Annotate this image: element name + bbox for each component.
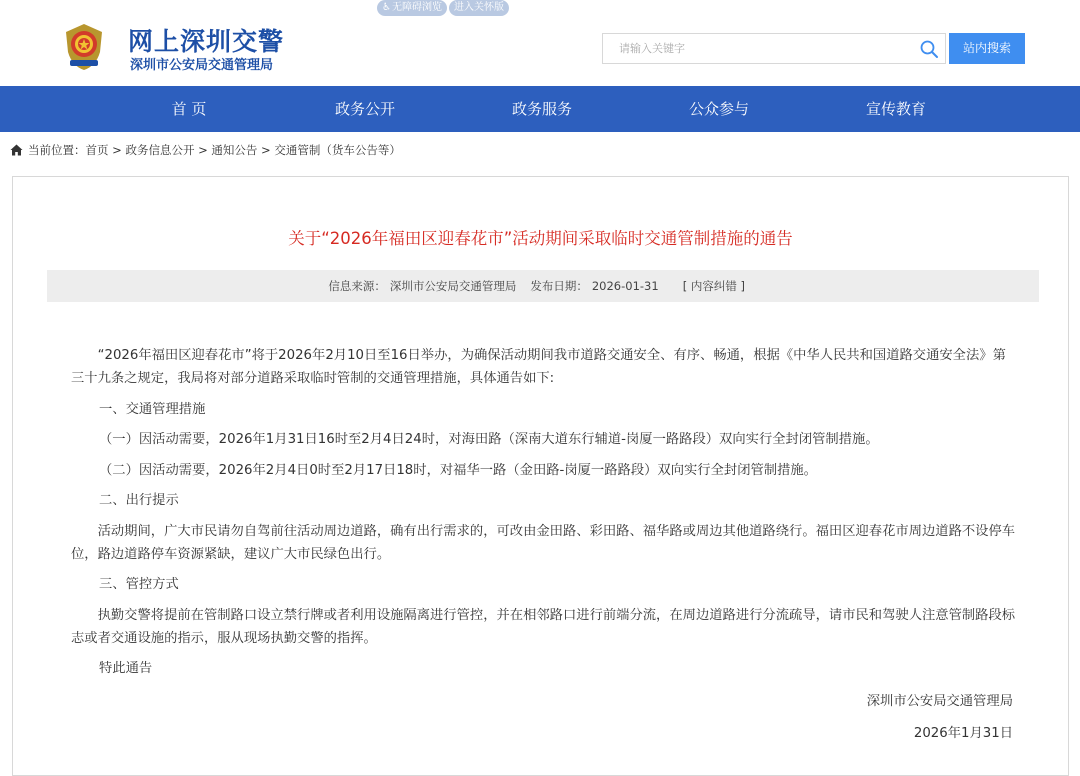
elderly-mode-button[interactable]: 进入关怀版 xyxy=(449,0,509,16)
search-icon[interactable] xyxy=(919,39,939,59)
signature-issuer: 深圳市公安局交通管理局 xyxy=(866,694,1013,709)
home-icon xyxy=(10,144,23,156)
breadcrumb-link-notices[interactable]: 通知公告 xyxy=(211,143,258,157)
paragraph-intro: “2026年福田区迎春花市”将于2026年2月10日至16日举办，为确保活动期间我市道路交通安全、有序、畅通，根据《中华人民共和国道路交通安全法》第三十九条之规定，我局将对部分道路采取临时管制的交通管理措施，具体通告如下: xyxy=(71,348,1006,386)
meta-source: 深圳市公安局交通管理局 xyxy=(389,279,517,293)
nav-item-government-affairs[interactable]: 政务公开 xyxy=(334,100,396,118)
article-meta xyxy=(328,270,749,302)
breadcrumb-prefix: 当前位置： xyxy=(28,143,86,157)
breadcrumb-separator: > xyxy=(257,143,275,157)
meta-date-label: 发布日期： xyxy=(530,279,588,293)
site-header xyxy=(0,0,1080,86)
paragraph-measure-2: （二）因活动需要，2026年2月4日0时至2月17日18时，对福华一路（金田路-岗厦一路路段）双向实行全封闭管制措施。 xyxy=(99,463,817,478)
paragraph-measure-1: （一）因活动需要，2026年1月31日16时至2月4日24时，对海田路（深南大道东行辅道-岗厦一路路段）双向实行全封闭管制措施。 xyxy=(99,432,879,447)
content-correction-link[interactable]: [ 内容纠错 ] xyxy=(682,279,745,293)
article-container xyxy=(12,176,1069,776)
nav-item-public-participation[interactable]: 公众参与 xyxy=(688,100,750,118)
meta-source-label: 信息来源： xyxy=(328,279,386,293)
police-emblem-logo[interactable] xyxy=(60,22,108,72)
article-meta-bar xyxy=(47,270,1039,302)
nav-item-government-services[interactable]: 政务服务 xyxy=(511,100,573,118)
site-search-button[interactable]: 站内搜索 xyxy=(949,33,1025,64)
site-title[interactable]: 网上深圳交警 xyxy=(128,27,285,56)
main-nav xyxy=(0,86,1080,132)
nav-item-publicity-education[interactable]: 宣传教育 xyxy=(865,100,927,118)
search-box xyxy=(602,33,946,64)
wheelchair-icon: ♿ xyxy=(382,2,391,13)
breadcrumb-separator: > xyxy=(108,143,126,157)
section-heading-travel-tips: 二、出行提示 xyxy=(99,493,179,508)
paragraph-travel-tips: 活动期间，广大市民请勿自驾前往活动周边道路，确有出行需求的，可改由金田路、彩田路、福华路或周边其他道路绕行。福田区迎春花市周边道路不设停车位，路边道路停车资源紧缺，建议广大市民绿色出行。 xyxy=(71,524,1016,562)
meta-date: 2026-01-31 xyxy=(591,279,659,293)
section-heading-measures: 一、交通管理措施 xyxy=(99,402,206,417)
paragraph-closing: 特此通告 xyxy=(99,661,153,676)
article-title: 关于“2026年福田区迎春花市”活动期间采取临时交通管制措施的通告 xyxy=(288,229,793,248)
breadcrumb xyxy=(10,142,401,158)
paragraph-control-method: 执勤交警将提前在管制路口设立禁行牌或者利用设施隔离进行管控，并在相邻路口进行前端分流，在周边道路进行分流疏导，请市民和驾驶人注意管制路段标志或者交通设施的指示，服从现场执勤交警的指挥。 xyxy=(71,608,1016,646)
breadcrumb-link-traffic-control[interactable]: 交通管制（货车公告等） xyxy=(274,143,401,157)
site-subtitle: 深圳市公安局交通管理局 xyxy=(130,58,274,73)
signature-date: 2026年1月31日 xyxy=(913,726,1013,741)
search-input[interactable] xyxy=(603,34,919,63)
breadcrumb-separator: > xyxy=(194,143,212,157)
section-heading-control-method: 三、管控方式 xyxy=(99,577,179,592)
breadcrumb-link-gov-info[interactable]: 政务信息公开 xyxy=(125,143,195,157)
nav-item-home[interactable]: 首 页 xyxy=(171,100,207,118)
breadcrumb-link-home[interactable]: 首页 xyxy=(85,143,109,157)
barrier-free-label: 无障碍浏览 xyxy=(391,2,442,13)
